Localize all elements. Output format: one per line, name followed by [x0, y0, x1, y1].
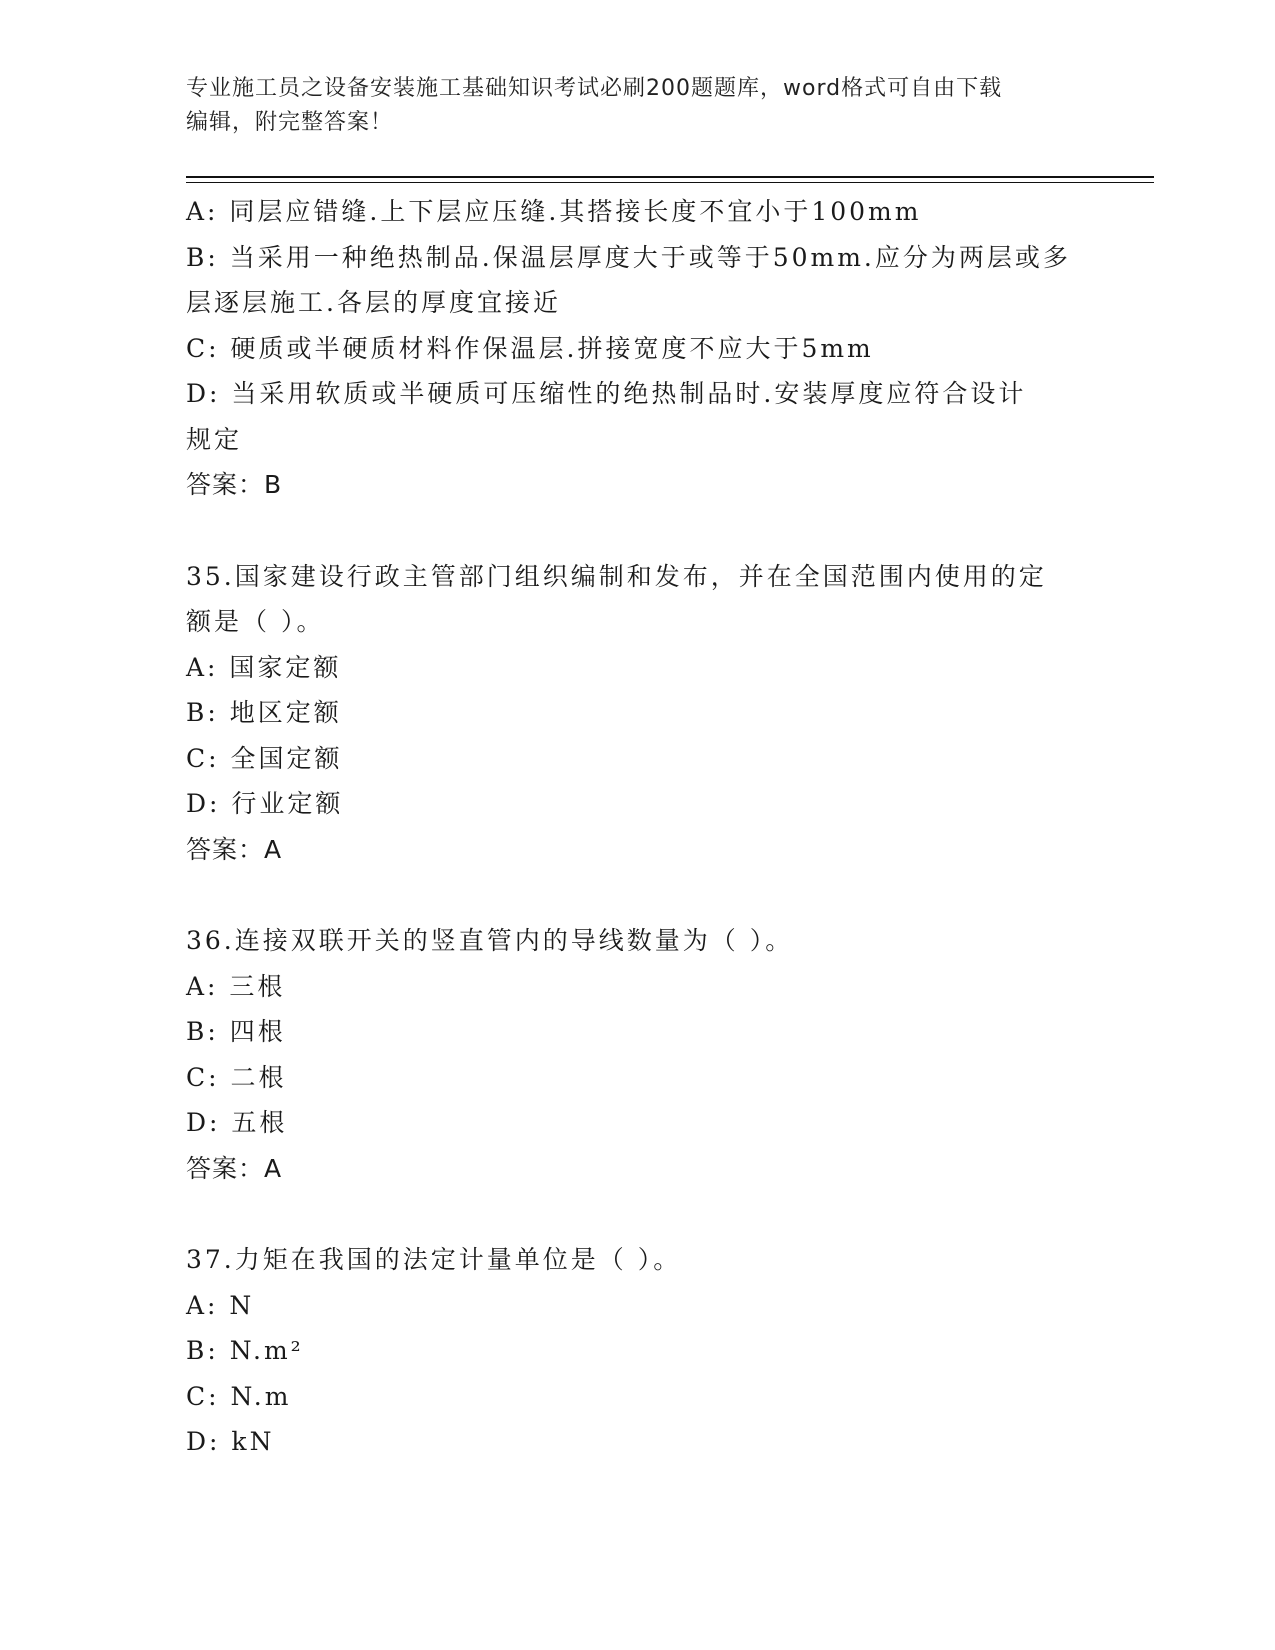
option-b-line-2: 层逐层施工.各层的厚度宜接近: [186, 288, 561, 317]
question-37: [186, 1237, 1086, 1465]
option-a: A: 同层应错缝.上下层应压缝.其搭接长度不宜小于100mm: [186, 197, 922, 226]
option-b-line-1: B: 当采用一种绝热制品.保温层厚度大于或等于50mm.应分为两层或多: [186, 242, 1071, 272]
question-stem: 36.连接双联开关的竖直管内的导线数量为（ ）。: [186, 926, 794, 955]
option-d-line-2: 规定: [186, 424, 243, 454]
header-title-line-1: 专业施工员之设备安装施工基础知识考试必刷200题题库，word格式可自由下载: [186, 76, 1003, 101]
option-c: C: 硬质或半硬质材料作保温层.拼接宽度不应大于5mm: [186, 333, 874, 363]
answer-label: 答案：A: [186, 834, 283, 864]
question-36: [186, 918, 1086, 1191]
option-d: D: 五根: [186, 1108, 288, 1137]
option-d: D: kN: [186, 1427, 275, 1456]
option-c: C: N.m: [186, 1381, 292, 1411]
option-b: B: 四根: [186, 1017, 286, 1046]
question-34: [186, 189, 1086, 508]
option-c: C: 二根: [186, 1062, 287, 1092]
question-stem-line-2: 额是（ ）。: [186, 607, 325, 636]
document-header: [186, 72, 1066, 140]
header-divider-thin: [186, 182, 1154, 183]
question-list: [186, 189, 1086, 1465]
answer-label: 答案：B: [186, 470, 283, 499]
spacer: [186, 508, 1086, 554]
option-a: A: N: [186, 1290, 255, 1320]
option-d: D: 行业定额: [186, 789, 344, 818]
question-stem: 37.力矩在我国的法定计量单位是（ ）。: [186, 1245, 682, 1274]
option-a: A: 三根: [186, 971, 286, 1001]
option-d-line-1: D: 当采用软质或半硬质可压缩性的绝热制品时.安装厚度应符合设计: [186, 379, 1027, 408]
option-b: B: N.m²: [186, 1336, 304, 1365]
spacer: [186, 1191, 1086, 1237]
option-a: A: 国家定额: [186, 652, 342, 682]
header-title-line-2: 编辑，附完整答案！: [186, 110, 394, 135]
option-b: B: 地区定额: [186, 698, 342, 727]
header-divider-thick: [186, 176, 1154, 178]
question-35: [186, 554, 1086, 873]
option-c: C: 全国定额: [186, 743, 343, 773]
question-stem-line-1: 35.国家建设行政主管部门组织编制和发布，并在全国范围内使用的定: [186, 561, 1047, 591]
answer-label: 答案：A: [186, 1153, 283, 1183]
spacer: [186, 872, 1086, 918]
